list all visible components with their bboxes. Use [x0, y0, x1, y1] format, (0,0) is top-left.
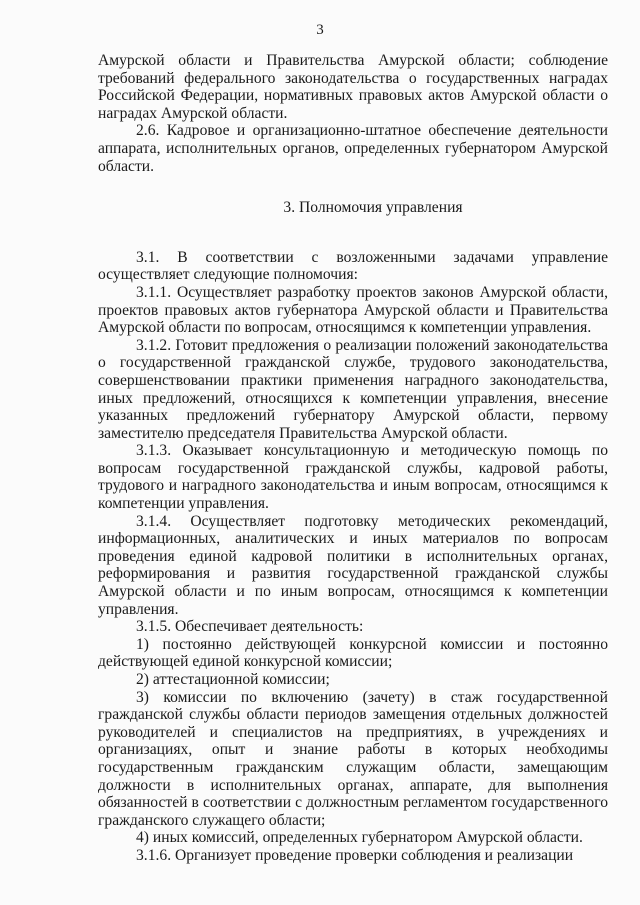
document-body — [98, 52, 608, 865]
paragraph: 3.1.2. Готовит предложения о реализации положений законодательства о государственной гражданской службе, трудового законодательства, совершенствовании практики применения наградного законодательства, иных предложений, относящихся к компетенции управления, внесение указанных предложений губернатору Амурской области, первому заместителю председателя Правительства Амурской области. — [98, 336, 608, 442]
list-item: 4) иных комиссий, определенных губернатором Амурской области. — [136, 829, 583, 847]
paragraph: 3.1.6. Организует проведение проверки соблюдения и реализации — [136, 846, 574, 864]
paragraph: Амурской области и Правительства Амурской области; соблюдение требований федерального законодательства о государственных наградах Российской Федерации, нормативных правовых актов Амурской области о наградах Амурской области. — [98, 52, 608, 122]
paragraph: 2.6. Кадровое и организационно-штатное обеспечение деятельности аппарата, исполнительных органов, определенных губернатором Амурской области. — [98, 122, 608, 175]
list-item: 2) аттестационной комиссии; — [136, 671, 330, 688]
paragraph: 3.1.5. Обеспечивает деятельность: — [136, 618, 364, 636]
list-item: 1) постоянно действующей конкурсной комиссии и постоянно действующей единой конкурсной комиссии; — [98, 635, 608, 671]
paragraph: 3.1.1. Осуществляет разработку проектов законов Амурской области, проектов правовых актов губернатора Амурской области и Правительства Амурской области по вопросам, относящимся к компетенции управления. — [98, 283, 608, 337]
paragraph: 3.1.3. Оказывает консультационную и методическую помощь по вопросам государственной гражданской службы, кадровой работы, трудового и наградного законодательства и иным вопросам, относящимся к компетенции управления. — [98, 442, 608, 513]
page-number: 3 — [316, 22, 324, 38]
list-item: 3) комиссии по включению (зачету) в стаж государственной гражданской службы области периодов замещения отдельных должностей руководителей и специалистов на предприятиях, в учреждениях и организациях, опыт и знание работы в которых необходимы государственным гражданским служащим области, замещающим должности в исполнительных органах, аппарате, для выполнения обязанностей в соответствии с должностным регламентом государственного гражданского служащего области; — [98, 688, 608, 829]
section-heading: 3. Полномочия управления — [283, 199, 463, 217]
paragraph: 3.1. В соответствии с возложенными задачами управление осуществляет следующие полномочия: — [98, 248, 608, 284]
paragraph: 3.1.4. Осуществляет подготовку методических рекомендаций, информационных, аналитических и иных материалов по вопросам проведения единой кадровой политики в исполнительных органах, реформирования и развития государственной гражданской службы Амурской области и по иным вопросам, относящимся к компетенции управления. — [98, 512, 608, 618]
